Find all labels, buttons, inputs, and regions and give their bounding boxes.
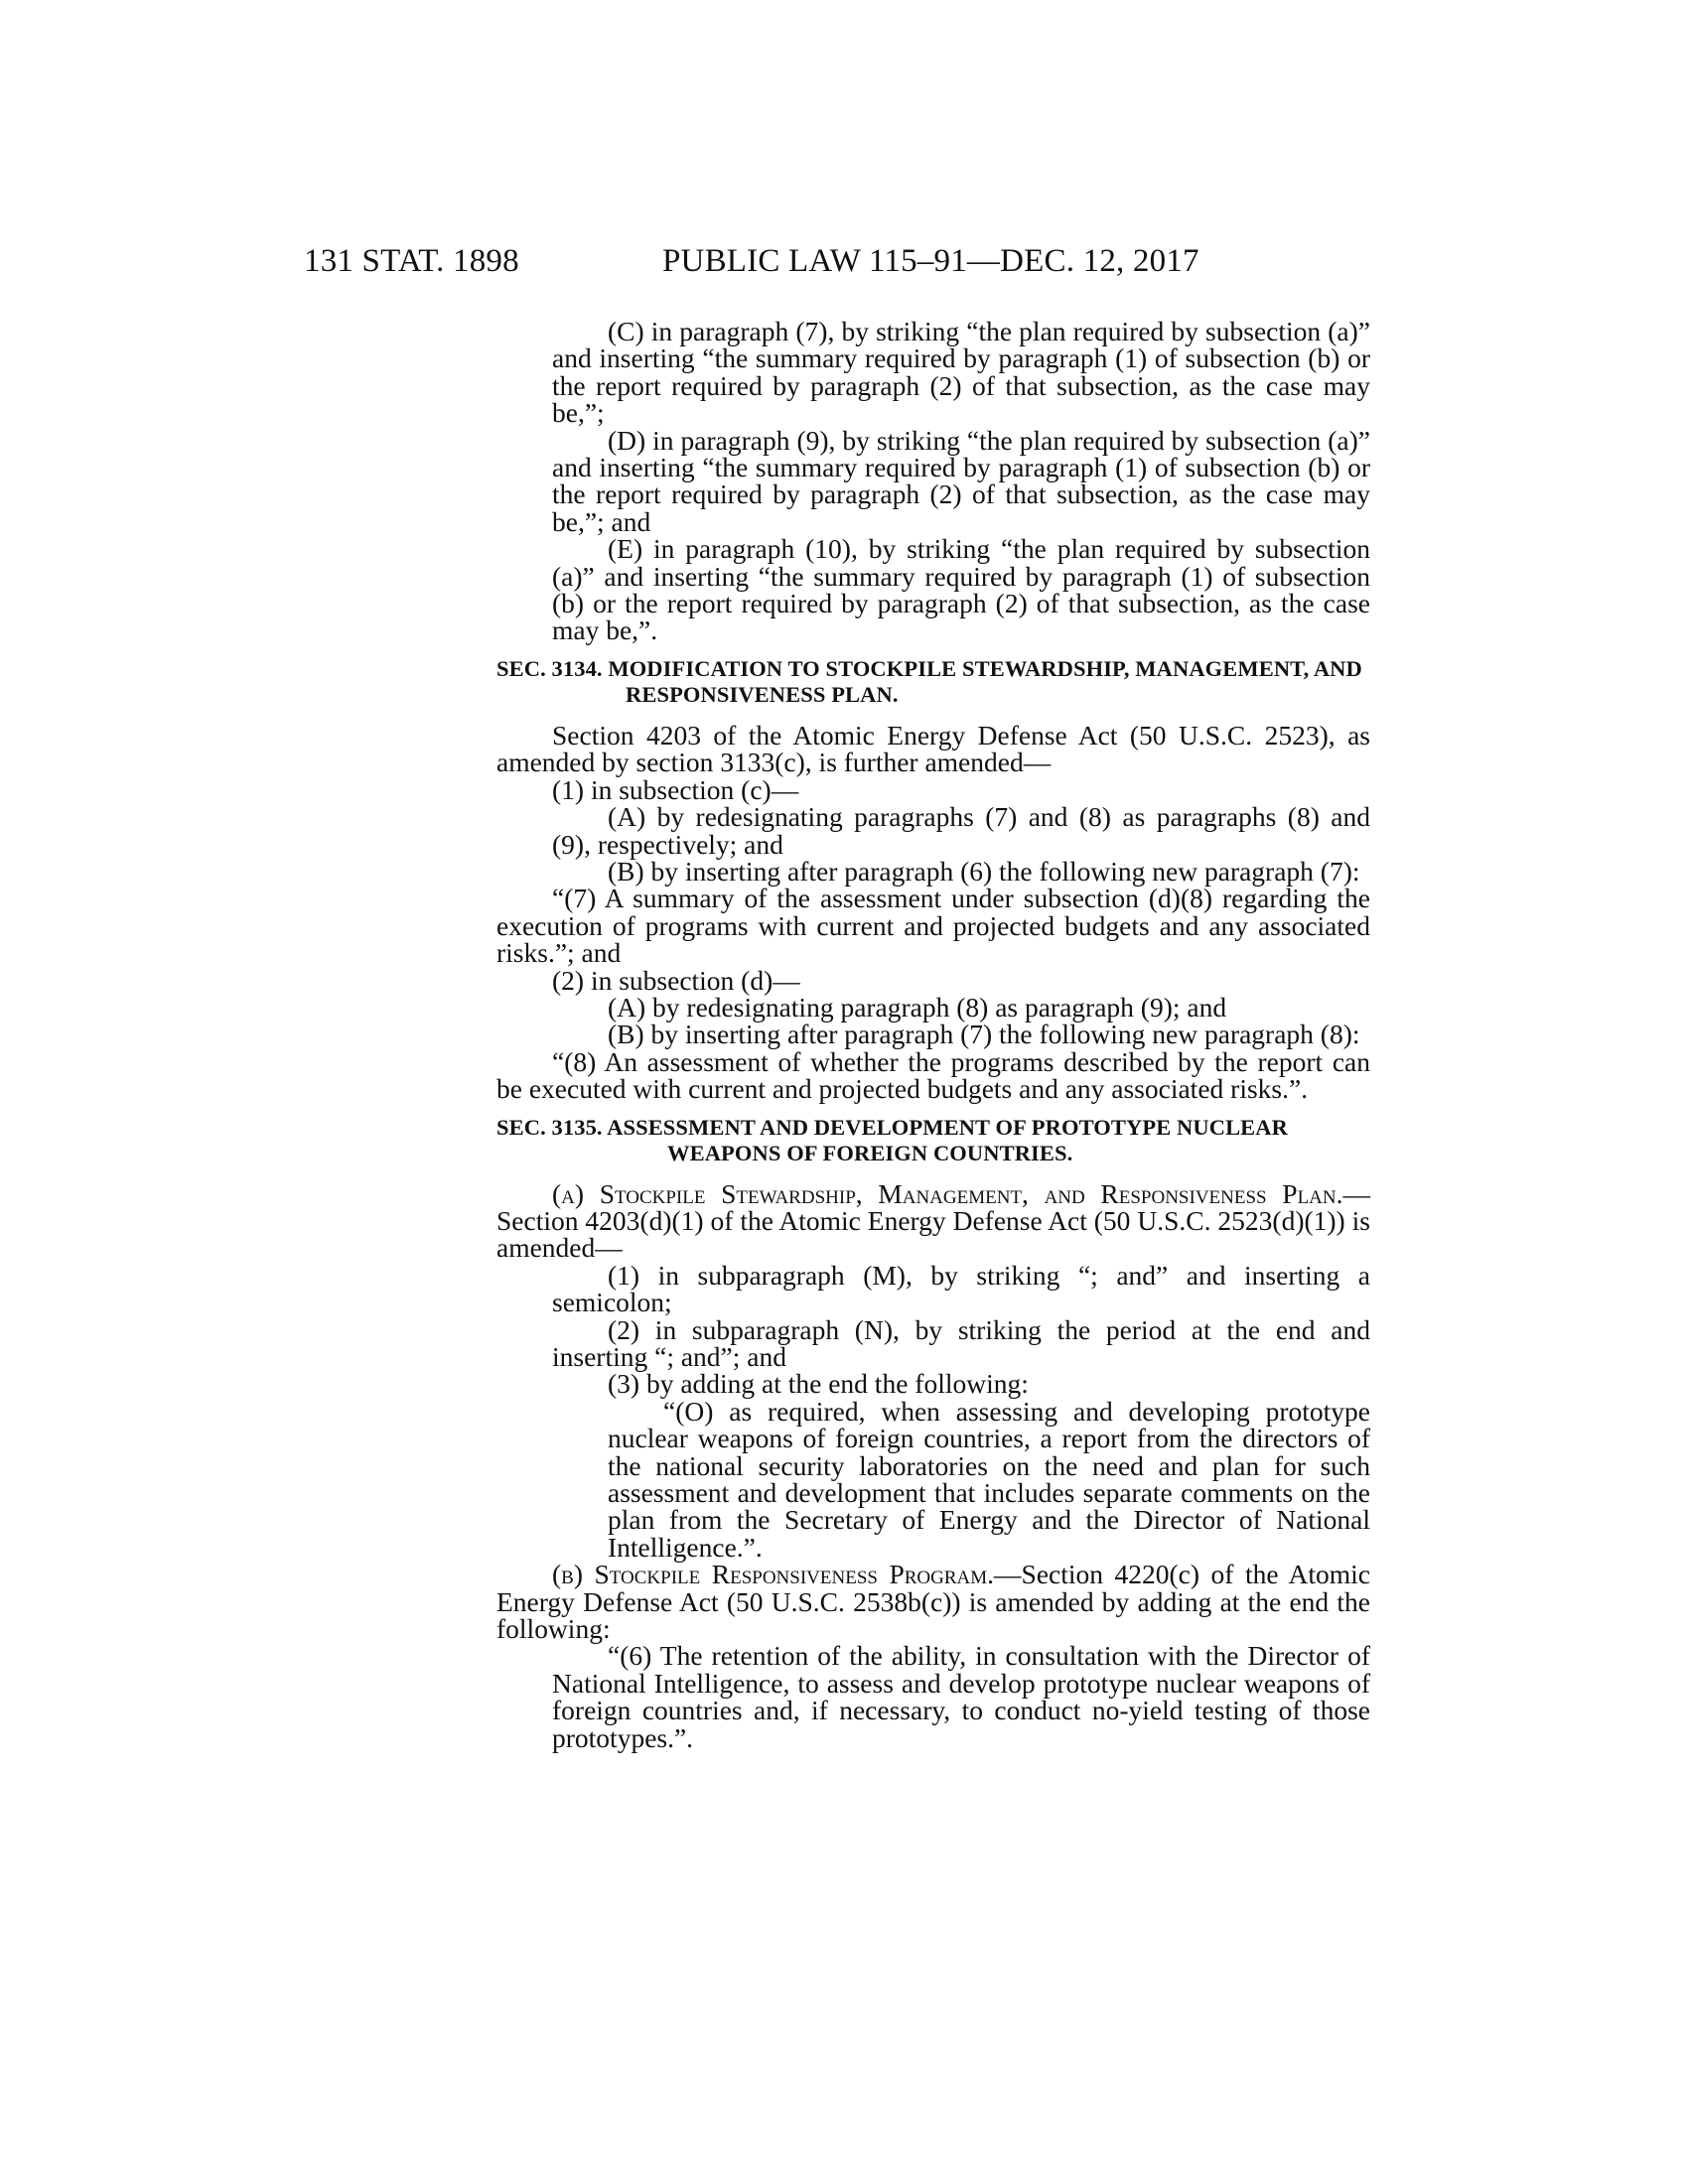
section-3135-subsection-a <box>496 1177 1370 1264</box>
document-body <box>496 318 1370 1751</box>
subsection-a-title: (a) Stockpile Stewardship, Management, and Responsiveness Plan. <box>552 1177 1343 1209</box>
section-3134-item-1: (1) in subsection (c)— <box>552 773 799 805</box>
paragraph-c: (C) in paragraph (7), by striking “the plan required by subsection (a)” and inserting “the summary required by paragraph (1) of subsection (b) or the report required by paragraph (2) of that subsection, as the case may be,”; <box>552 316 1370 429</box>
section-3135-item-2: (2) in subparagraph (N), by striking the period at the end and inserting “; and”; and <box>552 1313 1370 1372</box>
subsection-b-text: —Section 4220(c) of the Atomic Energy Defense Act (50 U.S.C. 2538b(c)) is amended by adding at the end the following: <box>496 1559 1371 1645</box>
section-3135-quote-6: “(6) The retention of the ability, in consultation with the Director of National Intelligence, to assess and develop prototype nuclear weapons of foreign countries and, if necessary, to conduct no-yield testing of those prototypes.”. <box>552 1640 1370 1753</box>
page-header <box>0 243 1688 293</box>
paragraph-d: (D) in paragraph (9), by striking “the plan required by subsection (a)” and inserting “the summary required by paragraph (1) of subsection (b) or the report required by paragraph (2) of that subsection, as the case may be,”; and <box>552 424 1370 537</box>
section-3135-quote-o: “(O) as required, when assessing and developing prototype nuclear weapons of foreign countries, a report from the directors of the national security laboratories on the need and plan for such assessment and development that includes separate comments on the plan from the Secretary of Energy and the Director of National Intelligence.”. <box>608 1395 1370 1563</box>
section-3135-subsection-b <box>496 1559 1371 1645</box>
statute-page-number: 131 STAT. 1898 <box>304 243 519 279</box>
section-3134-item-2: (2) in subsection (d)— <box>552 964 800 996</box>
subsection-b-title: (b) Stockpile Responsiveness Program. <box>552 1559 995 1590</box>
section-3135-item-3: (3) by adding at the end the following: <box>608 1368 1029 1400</box>
subsection-a-text: —Section 4203(d)(1) of the Atomic Energy Defense Act (50 U.S.C. 2523(d)(1)) is amended— <box>496 1177 1370 1264</box>
section-3134-item-1b: (B) by inserting after paragraph (6) the following new paragraph (7): <box>608 855 1360 887</box>
section-3134-intro: Section 4203 of the Atomic Energy Defense Act (50 U.S.C. 2523), as amended by section 3133(c), is further amended— <box>496 719 1370 778</box>
section-3134-item-2b: (B) by inserting after paragraph (7) the following new paragraph (8): <box>608 1019 1360 1050</box>
section-3134-quote-7: “(7) A summary of the assessment under subsection (d)(8) regarding the execution of programs with current and projected budgets and any associated risks.”; and <box>496 883 1370 969</box>
section-3134-item-1a: (A) by redesignating paragraphs (7) and (8) as paragraphs (8) and (9), respectively; and <box>552 801 1370 860</box>
section-3134-item-2a: (A) by redesignating paragraph (8) as paragraph (9); and <box>608 991 1227 1023</box>
section-3135-item-1: (1) in subparagraph (M), by striking “; and” and inserting a semicolon; <box>552 1259 1370 1318</box>
paragraph-e: (E) in paragraph (10), by striking “the plan required by subsection (a)” and inserting “the summary required by paragraph (1) of subsection (b) or the report required by paragraph (2) of that subsection, as the case may be,”. <box>552 533 1370 646</box>
section-3134-heading: SEC. 3134. MODIFICATION TO STOCKPILE STEWARDSHIP, MANAGEMENT, AND RESPONSIVENESS PLAN. <box>496 655 1362 707</box>
section-3135-heading: SEC. 3135. ASSESSMENT AND DEVELOPMENT OF PROTOTYPE NUCLEAR WEAPONS OF FOREIGN COUNTRIES. <box>496 1114 1288 1165</box>
section-3134-quote-8: “(8) An assessment of whether the programs described by the report can be executed with current and projected budgets and any associated risks.”. <box>496 1045 1370 1105</box>
public-law-title: PUBLIC LAW 115–91—DEC. 12, 2017 <box>662 243 1199 279</box>
